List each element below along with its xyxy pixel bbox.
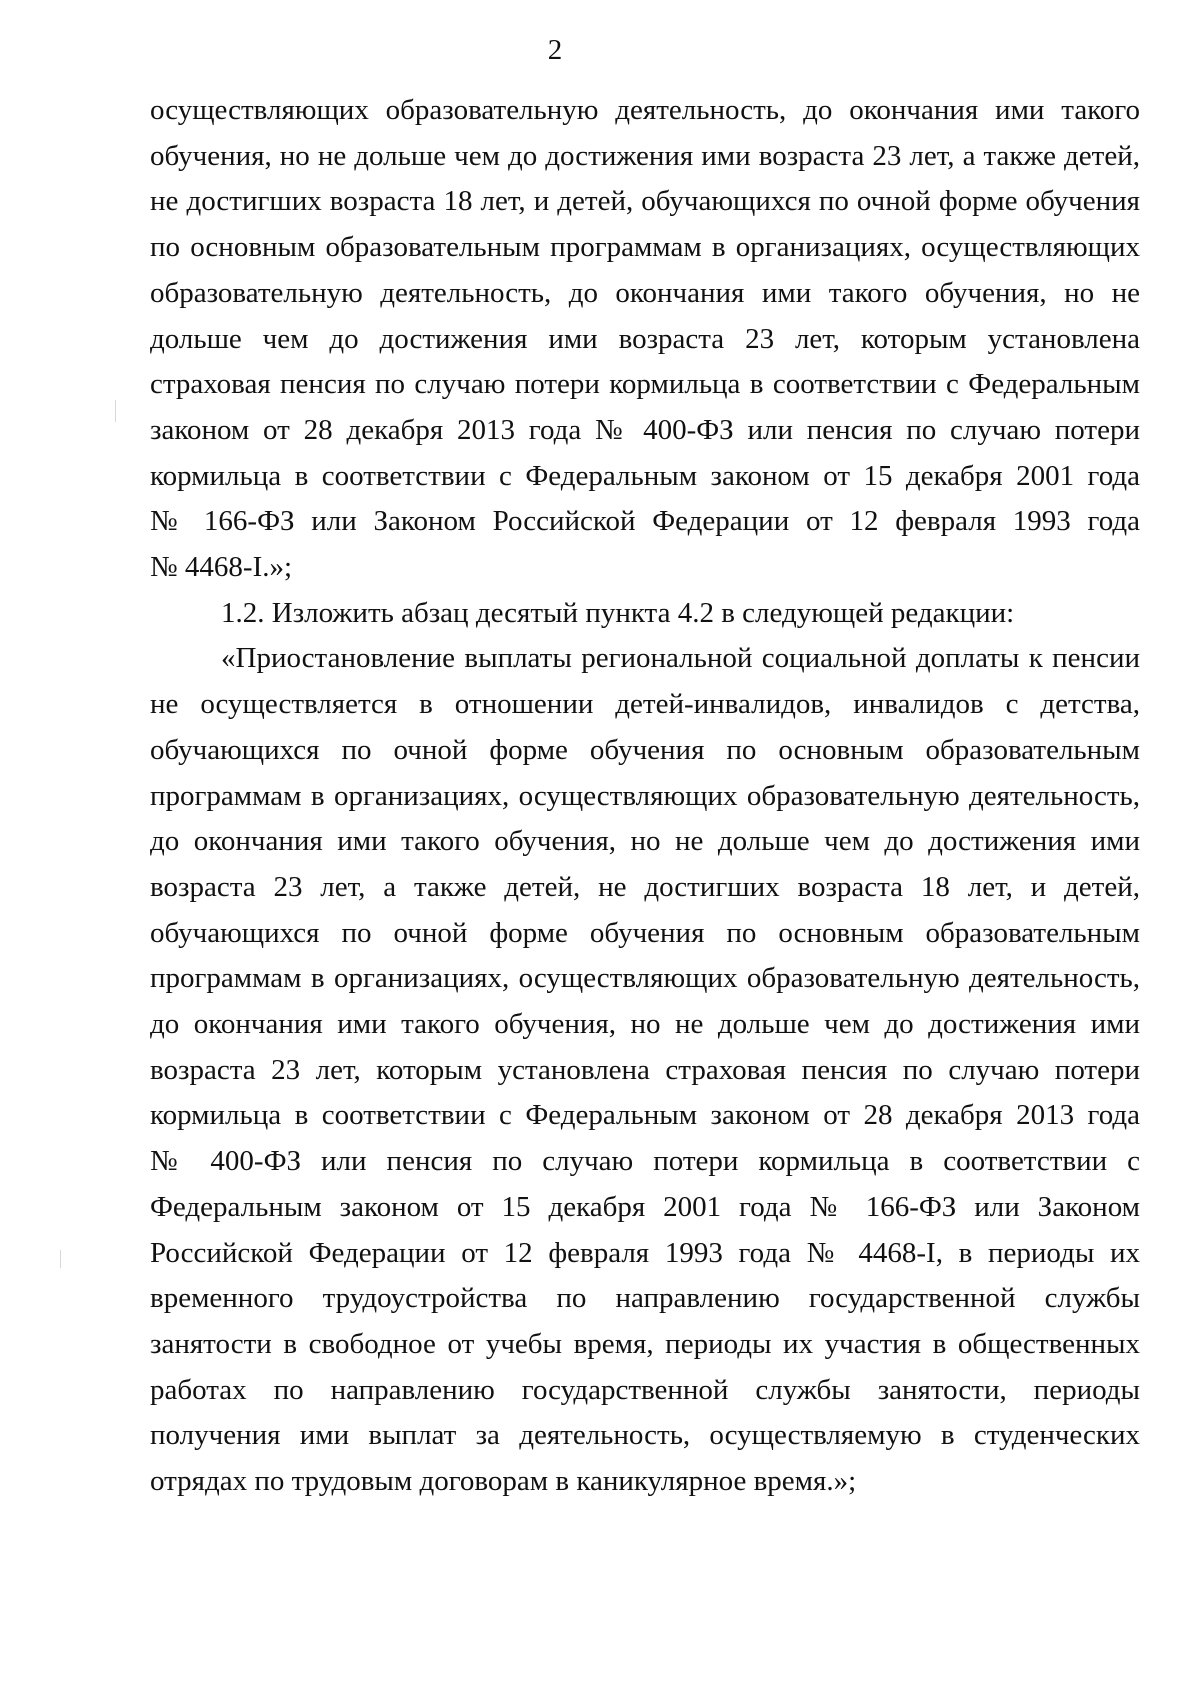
text-line: не достигших возраста 18 лет, и детей, обучающихся по очной форме обучения (150, 185, 1140, 218)
text-line: отрядах по трудовым договорам в каникулярное время.»; (150, 1465, 857, 1498)
text-line: обучающихся по очной форме обучения по основным образовательным (150, 733, 1140, 766)
text-line: «Приостановление выплаты региональной социальной доплаты к пенсии (221, 642, 1140, 675)
text-line: программам в организациях, осуществляющих образовательную деятельность, (150, 779, 1140, 812)
scan-artifact-line (60, 1250, 61, 1268)
text-line: кормильца в соответствии с Федеральным законом от 28 декабря 2013 года (150, 1099, 1140, 1132)
text-line: осуществляющих образовательную деятельность, до окончания ими такого (150, 94, 1140, 126)
text-line: № 4468-I.»; (150, 551, 293, 584)
text-line: дольше чем до достижения ими возраста 23 лет, которым установлена (150, 322, 1140, 355)
text-line: возраста 23 лет, которым установлена страховая пенсия по случаю потери (150, 1053, 1140, 1086)
text-line: 1.2. Изложить абзац десятый пункта 4.2 в следующей редакции: (221, 596, 1015, 629)
text-line: занятости в свободное от учебы время, периоды их участия в общественных (150, 1327, 1140, 1360)
text-line: получения ими выплат за деятельность, осуществляемую в студенческих (150, 1419, 1140, 1452)
paragraph-quoted-paragraph (150, 636, 1140, 1504)
text-line: по основным образовательным программам в организациях, осуществляющих (150, 231, 1140, 264)
paragraph-item-1-2 (150, 591, 1140, 637)
text-line: законом от 28 декабря 2013 года № 400-ФЗ или пенсия по случаю потери (150, 413, 1140, 446)
text-line: Федеральным законом от 15 декабря 2001 года № 166-ФЗ или Законом (150, 1190, 1140, 1223)
text-line: не осуществляется в отношении детей-инвалидов, инвалидов с детства, (150, 688, 1140, 721)
text-line: № 400-ФЗ или пенсия по случаю потери кормильца в соответствии с (150, 1145, 1140, 1178)
text-line: временного трудоустройства по направлению государственной службы (150, 1282, 1140, 1315)
text-line: программам в организациях, осуществляющих образовательную деятельность, (150, 962, 1140, 995)
text-line: кормильца в соответствии с Федеральным законом от 15 декабря 2001 года (150, 459, 1140, 492)
text-line: Российской Федерации от 12 февраля 1993 года № 4468-I, в периоды их (150, 1236, 1140, 1269)
page-number: 2 (547, 34, 563, 66)
text-line: работах по направлению государственной службы занятости, периоды (150, 1373, 1140, 1406)
document-body (150, 88, 1140, 1505)
scan-artifact-line (115, 400, 116, 422)
paragraph-continuation (150, 88, 1140, 591)
text-line: образовательную деятельность, до окончания ими такого обучения, но не (150, 276, 1140, 309)
text-line: возраста 23 лет, а также детей, не достигших возраста 18 лет, и детей, (150, 870, 1140, 903)
text-line: обучающихся по очной форме обучения по основным образовательным (150, 916, 1140, 949)
text-line: обучения, но не дольше чем до достижения ими возраста 23 лет, а также детей, (150, 139, 1140, 172)
text-line: № 166-ФЗ или Законом Российской Федерации от 12 февраля 1993 года (150, 505, 1140, 538)
text-line: до окончания ими такого обучения, но не дольше чем до достижения ими (150, 1008, 1140, 1041)
text-line: до окончания ими такого обучения, но не дольше чем до достижения ими (150, 825, 1140, 858)
text-line: страховая пенсия по случаю потери кормильца в соответствии с Федеральным (150, 368, 1140, 401)
